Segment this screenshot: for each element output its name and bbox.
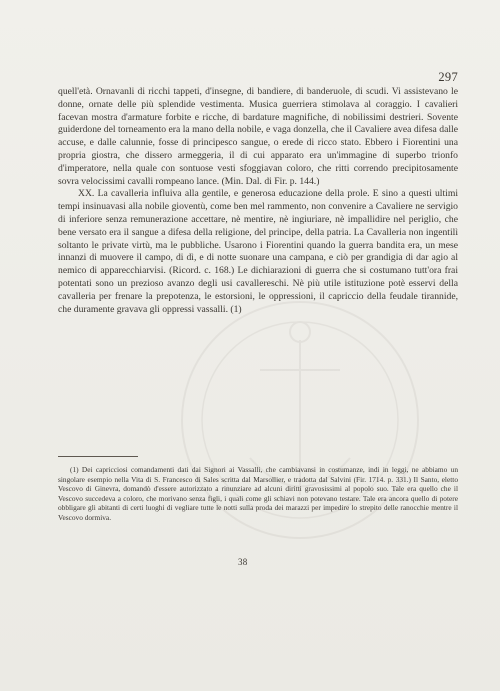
signature-mark: 38 xyxy=(238,557,248,567)
paragraph-2: XX. La cavalleria influiva alla gentile, e generosa educazione della prole. E sino a questi ultimi tempi insinuavasi alla nobile gioventù, come ben mel rammento, non convenire a Cavaliere ne servigio di inferiore senza remunerazione accettare, nè mentire, nè ingiuriare, nè impallidire nel periglio, che bene versato era il sangue a difesa della religione, del principe, della patria. La Cavalleria non ingentilì soltanto le private virtù, ma le pubbliche. Usarono i Fiorentini quando la guerra bandita era, un mese innanzi di muovere il campo, di dì, e di notte suonare una campana, e ciò per grandigia di dar agio al nemico di apparecchiarvisi. (Ricord. c. 168.) Le dichiarazioni di guerra che si costumano tutt'ora frai potentati sono un prezioso avanzo degli usi cavallereschi. Nè più utile istituzione potè esservi della cavalleria per frenare la prepotenza, le estorsioni, le oppressioni, il capriccio della feudale tirannide, che duramente gravava gli oppressi vassalli. (1) xyxy=(58,188,458,315)
paragraph-1: quell'età. Ornavanli di ricchi tappeti, d'insegne, di bandiere, di banderuole, di scudi. Vi assistevano le donne, ornate delle più splendide vestimenta. Musica guerriera stimolava al coraggio. I cavalieri facevan mostra d'armature forbite e ricche, di bardature magnifiche, di nobilissimi destrieri. Sovente guiderdone del torneamento era la mano della nobile, e vaga donzella, che il Cavaliere avea difesa dalle accuse, e dalle calunnie, fosse di principesco sangue, o erede di ricco stato. Ebbero i Fiorentini una propria giostra, che dissero armeggeria, il di cui apparato era un'immagine di superbo trionfo d'imperatore, nella quale con sontuose vesti sfoggiavan coloro, che ritti correndo precipitosamente sovra velocissimi cavalli rompeano lance. (Min. Dal. di Fir. p. 144.) xyxy=(58,86,458,187)
footnote-divider xyxy=(58,456,138,457)
footnote: (1) Dei capricciosi comandamenti dati dai Signori ai Vassalli, che cambiavansi in costumanze, indi in leggi, ne abbiamo un singolare esempio nella Vita di S. Francesco di Sales scritta dal Marsollier, e tradotta dal Salvini (Fir. 1714. p. 331.) Il Santo, eletto Vescovo di Ginevra, domandò d'essere autorizzato a rinunziare ad alcuni diritti gravosissimi al popolo suo. Tale era quello che il Vescovo succedeva a coloro, che morivano senza figli, i quali come gli schiavi non potevano testare. Tale era ancora quello di potere obbligare gli abitanti di certi luoghi di vegliare tutte le notti sulla proda dei marazzi per impedire lo strepito delle ranocchie mentre il Vescovo dormiva. xyxy=(58,465,458,522)
page-number: 297 xyxy=(438,70,458,84)
main-text xyxy=(58,86,458,316)
